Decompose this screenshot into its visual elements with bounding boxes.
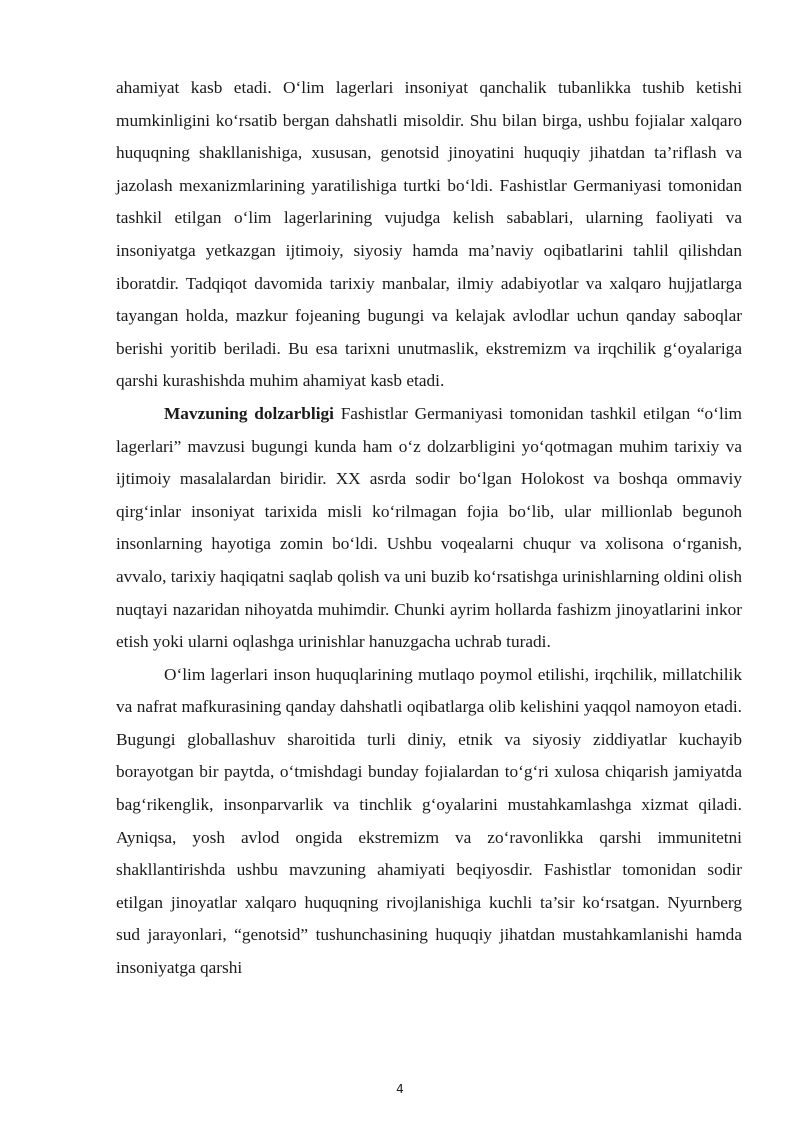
paragraph-1-text: ahamiyat kasb etadi. O‘lim lagerlari insoniyat qanchalik tubanlikka tushib ketishi mumkinligini ko‘rsatib bergan dahshatli misoldir. Shu bilan birga, ushbu fojialar xalqaro huquqning shakllanishiga, xususan, genotsid jinoyatini huquqiy jihatdan ta’riflash va jazolash mexanizmlarining yaratilishiga turtki bo‘ldi. Fashistlar Germaniyasi tomonidan tashkil etilgan o‘lim lagerlarining vujudga kelish sabablari, ularning faoliyati va insoniyatga yetkazgan ijtimoiy, siyosiy hamda ma’naviy oqibatlarini tahlil qilishdan iboratdir. Tadqiqot davomida tarixiy manbalar, ilmiy adabiyotlar va xalqaro hujjatlarga tayangan holda, mazkur fojeaning bugungi va kelajak avlodlar uchun qanday saboqlar berishi yoritib beriladi. Bu esa tarixni unutmaslik, ekstremizm va irqchilik g‘oyalariga qarshi kurashishda muhim ahamiyat kasb etadi.	[116, 78, 742, 391]
paragraph-1	[116, 72, 742, 398]
paragraph-2-lead: Mavzuning dolzarbligi	[164, 403, 334, 423]
paragraph-3-text: O‘lim lagerlari inson huquqlarining mutlaqo poymol etilishi, irqchilik, millatchilik va nafrat mafkurasining qanday dahshatli oqibatlarga olib kelishini yaqqol namoyon etadi. Bugungi globallashuv sharoitida turli diniy, etnik va siyosiy ziddiyatlar kuchayib borayotgan bir paytda, o‘tmishdagi bunday fojialardan to‘g‘ri xulosa chiqarish jamiyatda bag‘rikenglik, insonparvarlik va tinchlik g‘oyalarini mustahkamlashga xizmat qiladi. Ayniqsa, yosh avlod ongida ekstremizm va zo‘ravonlikka qarshi immunitetni shakllantirishda ushbu mavzuning ahamiyati beqiyosdir. Fashistlar tomonidan sodir etilgan jinoyatlar xalqaro huquqning rivojlanishiga kuchli ta’sir ko‘rsatgan. Nyurnberg sud jarayonlari, “genotsid” tushunchasining huquqiy jihatdan mustahkamlanishi hamda insoniyatga qarshi	[116, 664, 742, 978]
body-text	[116, 72, 742, 985]
paragraph-2	[116, 398, 742, 659]
paragraph-3	[116, 659, 742, 985]
paragraph-2-text: Fashistlar Germaniyasi tomonidan tashkil etilgan “o‘lim lagerlari” mavzusi bugungi kunda ham o‘z dolzarbligini yo‘qotmagan muhim tarixiy va ijtimoiy masalalardan biridir. XX asrda sodir bo‘lgan Holokost va boshqa ommaviy qirg‘inlar insoniyat tarixida misli ko‘rilmagan fojia bo‘lib, ular millionlab begunoh insonlarning hayotiga zomin bo‘ldi. Ushbu voqealarni chuqur va xolisona o‘rganish, avvalo, tarixiy haqiqatni saqlab qolish va uni buzib ko‘rsatishga urinishlarning oldini olish nuqtayi nazaridan nihoyatda muhimdir. Chunki ayrim hollarda fashizm jinoyatlarini inkor etish yoki ularni oqlashga urinishlar hanuzgacha uchrab turadi.	[116, 403, 742, 652]
page-number: 4	[396, 1082, 404, 1096]
